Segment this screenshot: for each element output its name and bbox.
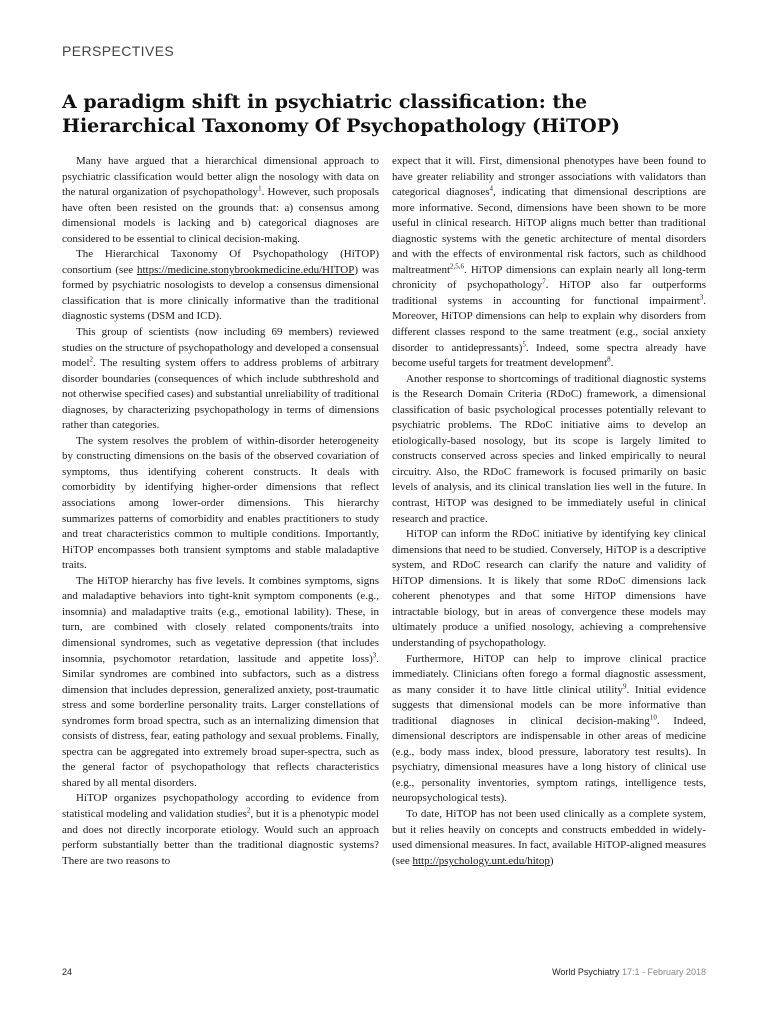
reference[interactable]: 2,5,6 [450, 262, 465, 271]
article-title: A paradigm shift in psychiatric classification: the Hierarchical Taxonomy Of Psychopathology (HiTOP) [62, 91, 621, 137]
reference[interactable]: 4 [489, 184, 494, 193]
paragraph-continued: expect that it will. First, dimensional phenotypes have been found to have greater reliability and stronger associations with validators than categorical diagnoses$^4$, indicating that dimensional descriptions are more informative. Second, dimensions have been shown to be more useful in clinical research. HiTOP aligns much better than traditional diagnostic systems with the genetic architecture of mental disorders and with the effects of environmental risk factors, such as childhood maltreatment$^{2,5,6}$. HiTOP dimensions can explain nearly all long-term chronicity of psychopathology$^7$. HiTOP also far outperforms traditional systems in accounting for functional impairment$^3$. Moreover, HiTOP dimensions can help to explain why disorders from different classes respond to the same treatment (e.g., social anxiety disorder to antidepressants)$^5$. Indeed, some spectra already have become useful targets for treatment development$^8$. [392, 155, 707, 370]
paragraph: The Hierarchical Taxonomy Of Psychopathology (HiTOP) consortium (see https://medicine.stonybrookmedicine.edu/HITOP) was formed by psychiatric nosologists to develop a consensus dimensional classification that is more clinically informative than the traditional diagnostic systems (DSM and ICD). [62, 248, 379, 323]
journal-footer [552, 967, 706, 977]
paragraph: Many have argued that a hierarchical dimensional approach to psychiatric classification would better align the nosology with data on the natural organization of psychopathology$^1$. However, such proposals have often been resisted on the grounds that: a) consensus among dimensional models is lacking and b) categorical diagnoses are considered to be essential to clinical decision-making. [62, 155, 379, 245]
reference[interactable]: 7 [542, 277, 546, 286]
paragraph: This group of scientists (now including 69 members) reviewed studies on the structure of psychopathology and developed a consensual model$^2$. The resulting system offers to address problems of arbitrary disorder boundaries (consequences of which include subthreshold and not otherwise specified cases) and substantial unreliability of traditional diagnoses, by characterizing psychopathology in terms of dimensions rather than categories. [62, 326, 379, 432]
reference[interactable]: 1 [258, 184, 262, 193]
hitop-measures-link[interactable]: http://psychology.unt.edu/hitop [412, 854, 550, 867]
paragraph: HiTOP organizes psychopathology according to evidence from statistical modeling and validation studies$^2$, but it is a phenotypic model and does not directly incorporate etiology. Would such an approach perform substantially better than the traditional diagnostic systems? There are two reasons to [62, 792, 379, 867]
column-right [392, 154, 706, 869]
column-left [62, 154, 379, 869]
reference[interactable]: 3 [372, 650, 377, 659]
reference[interactable]: 5 [522, 339, 526, 348]
paragraph: Furthermore, HiTOP can help to improve clinical practice immediately. Clinicians often forego a formal diagnostic assessment, as many consider it to have little clinical utility$^9$. Initial evidence suggests that dimensional models can be more informative than traditional diagnoses in clinical decision-making$^{10}$. Indeed, dimensional descriptors are indispensable in other areas of medicine (e.g., body mass index, blood pressure, laboratory test results). In psychiatry, dimensional measures have a long history of clinical use (e.g., personality inventories, symptom ratings, intelligence tests, neuropsychological tests). [392, 652, 706, 805]
section-label: PERSPECTIVES [62, 43, 175, 59]
reference[interactable]: 10 [649, 713, 657, 722]
journal-name: World Psychiatry [552, 967, 620, 977]
reference[interactable]: 2 [89, 355, 93, 364]
reference[interactable]: 9 [622, 681, 627, 690]
reference[interactable]: 2 [246, 806, 251, 815]
paragraph: To date, HiTOP has not been used clinically as a complete system, but it relies heavily on concepts and constructs embedded in widely-used dimensional measures. In fact, available HiTOP-aligned measures (see http://psychology.unt.edu/hitop) [392, 807, 706, 867]
paragraph: HiTOP can inform the RDoC initiative by identifying key clinical dimensions that need to be studied. Conversely, HiTOP is a descriptive system, and RDoC research can clarify the nature and validity of HiTOP dimensions. It is likely that some RDoC dimensions lack coherent phenotypes and that some HiTOP dimensions have intractable biology, but in areas of convergence these models may ultimately produce a unified nosology, achieving a comprehensive understanding of psychopathology. [392, 528, 706, 649]
journal-issue: 17:1 - February 2018 [621, 967, 706, 977]
paragraph: The HiTOP hierarchy has five levels. It combines symptoms, signs and maladaptive behaviors into tight-knit symptom components (e.g., insomnia) and maladaptive traits (e.g., emotional lability). These, in turn, are combined with closely related components/traits into dimensional syndromes, such as vegetative depression (that includes insomnia, psychomotor retardation, lassitude and appetite loss)$^3$. Similar syndromes are combined into subfactors, such as a distress dimension that includes depression, generalized anxiety, post-traumatic stress and some borderline personality traits. Larger constellations of syndromes form broad spectra, such as an internalizing dimension that consists of distress, fear, eating pathology and sexual problems. Finally, spectra can be aggregated into extremely broad super-spectra, such as the general factor of psychopathology that reflects characteristics shared by all mental disorders. [62, 574, 379, 789]
paragraph: Another response to shortcomings of traditional diagnostic systems is the Research Domain Criteria (RDoC) framework, a dimensional classification of basic psychological processes potentially relevant to psychiatric problems. The RDoC initiative aims to develop an etiologically-based nosology, but its scope is largely limited to constructs conserved across species and linked empirically to neural circuitry. Also, the RDoC framework is focused primarily on basic levels of analysis, and its clinical translation lies well in the future. In contrast, HiTOP was designed to be immediately useful in clinical research and practice. [392, 372, 706, 525]
paragraph: The system resolves the problem of within-disorder heterogeneity by constructing dimensions on the basis of the observed covariation of symptoms, thus identifying coherent constructs. It deals with comorbidity by identifying higher-order dimensions that reflect associations among lower-order dimensions. This hierarchy summarizes patterns of comorbidity and enables practitioners to study and treat characteristics common to multiple conditions. Importantly, HiTOP encompasses both transient symptoms and stable maladaptive traits. [62, 434, 379, 572]
hitop-consortium-link[interactable]: https://medicine.stonybrookmedicine.edu/HITOP [137, 263, 355, 276]
page-number: 24 [62, 967, 73, 977]
reference[interactable]: 8 [607, 355, 611, 364]
reference[interactable]: 3 [699, 293, 704, 302]
